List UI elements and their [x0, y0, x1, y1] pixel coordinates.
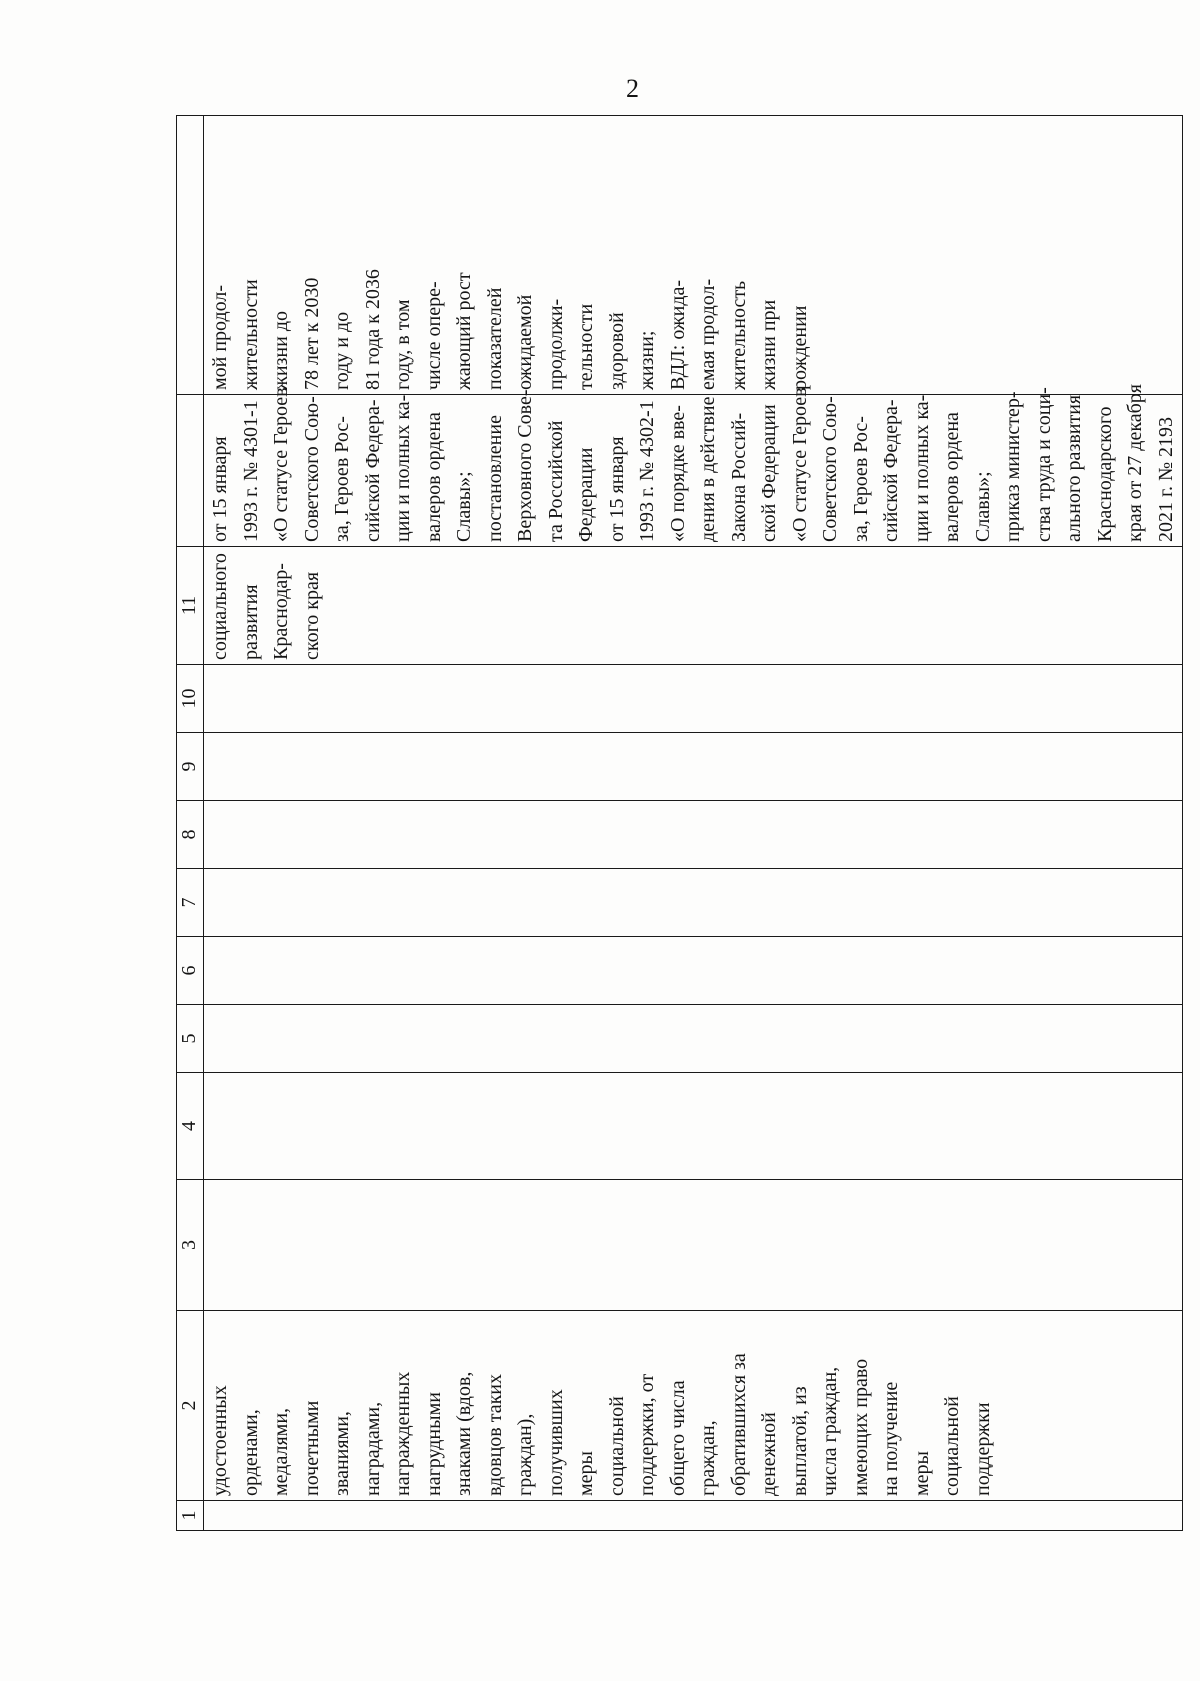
cell-line: ской Федерации [758, 404, 780, 542]
header-row [177, 116, 204, 1531]
cell-line: жительности [239, 279, 262, 390]
cell-col8 [204, 801, 1183, 869]
cell-line: от 15 января [605, 436, 628, 542]
cell-line: денежной [758, 1412, 780, 1496]
cell-line: края от 27 декабря [1124, 384, 1146, 542]
header-cell: 6 [177, 937, 204, 1005]
cell-line: ции и полных ка- [910, 394, 933, 542]
header-cell: 3 [177, 1180, 204, 1311]
cell-line: меры [910, 1451, 933, 1496]
cell-line: 2021 г. № 2193 [1154, 416, 1177, 542]
cell-line: орденами, [239, 1409, 262, 1496]
cell-line: ции и полных ка- [392, 394, 414, 542]
cell-line: году и до [331, 311, 353, 390]
cell-line: 81 года к 2036 [361, 269, 384, 390]
cell-col6 [204, 937, 1183, 1005]
header-cell: 9 [177, 733, 204, 801]
cell-line: тельности [575, 303, 597, 390]
cell-line: «О статусе Героев [788, 387, 811, 542]
cell-line: постановление [483, 415, 506, 542]
cell-line: 78 лет к 2030 [300, 277, 323, 390]
header-cell: 7 [177, 869, 204, 937]
cell-line: «О порядке вве- [666, 405, 689, 542]
rotated-table-container [176, 116, 1177, 1531]
cell-col12 [204, 384, 1183, 547]
header-cell [177, 116, 204, 395]
cell-line: знаками (вдов, [453, 1371, 475, 1496]
cell-line: жизни до [270, 310, 292, 390]
cell-col1 [204, 1501, 1183, 1531]
cell-line: здоровой [605, 312, 628, 390]
cell-line: показателей [483, 287, 506, 390]
cell-line: граждан), [514, 1413, 536, 1496]
cell-line: Славы»; [453, 471, 475, 542]
cell-line: сийской Федера- [361, 399, 384, 542]
cell-line: обратившихся за [727, 1353, 750, 1496]
header-cell: 1 [177, 1501, 204, 1531]
cell-col9 [204, 733, 1183, 801]
cell-line: жизни; [636, 330, 658, 390]
cell-line: 1993 г. № 4302-1 [636, 400, 658, 542]
cell-line: медалями, [270, 1407, 292, 1496]
cell-line: Советского Сою- [819, 396, 841, 542]
cell-line: емая продол- [697, 278, 719, 390]
header-cell: 4 [177, 1073, 204, 1180]
cell-line: валеров ордена [422, 412, 445, 542]
data-table [176, 115, 1183, 1531]
cell-line: поддержки, от [636, 1373, 658, 1496]
cell-line: Славы»; [971, 471, 994, 542]
cell-col3 [204, 1180, 1183, 1311]
cell-line: числа граждан, [819, 1366, 841, 1496]
page-number: 2 [626, 74, 639, 103]
cell-col5 [204, 1005, 1183, 1073]
cell-line: награжденных [392, 1371, 414, 1496]
cell-line: получивших [544, 1389, 567, 1496]
cell-line: за, Героев Рос- [849, 416, 872, 542]
cell-line: почетными [300, 1400, 323, 1496]
cell-col7 [204, 869, 1183, 937]
cell-line: сийской Федера- [880, 399, 902, 542]
cell-line: Краснодар- [270, 563, 292, 660]
cell-line: мой продол- [209, 284, 231, 390]
cell-line: приказ министер- [1002, 391, 1024, 542]
cell-line: за, Героев Рос- [331, 416, 353, 542]
header-cell: 2 [177, 1311, 204, 1501]
cell-line: ожидаемой [514, 294, 536, 390]
cell-col10 [204, 665, 1183, 733]
cell-line: ВДЛ: ожида- [666, 279, 689, 390]
header-cell: 5 [177, 1005, 204, 1073]
cell-line: званиями, [331, 1411, 353, 1496]
header-cell [177, 395, 204, 547]
cell-line: Закона Россий- [727, 412, 750, 542]
cell-line: имеющих право [849, 1358, 872, 1496]
cell-line: ства труда и соци- [1032, 387, 1055, 542]
cell-col4 [204, 1073, 1183, 1180]
cell-line: граждан, [697, 1420, 719, 1496]
cell-line: поддержки [971, 1402, 994, 1496]
cell-line: 1993 г. № 4301-1 [239, 400, 262, 542]
cell-line: нагрудными [422, 1392, 445, 1496]
cell-line: от 15 января [209, 436, 231, 542]
cell-line: году, в том [392, 299, 414, 390]
cell-col13 [204, 116, 1183, 395]
cell-line: Федерации [575, 447, 597, 542]
table-row [204, 116, 1183, 1531]
header-cell: 10 [177, 665, 204, 733]
cell-line: общего числа [666, 1380, 689, 1496]
cell-line: ского края [300, 571, 323, 660]
cell-line: наградами, [361, 1401, 384, 1496]
cell-line: продолжи- [544, 298, 567, 390]
header-cell: 11 [177, 547, 204, 665]
cell-line: на получение [880, 1381, 902, 1496]
cell-line: валеров ордена [941, 412, 963, 542]
cell-line: дения в действие [697, 396, 719, 542]
cell-line: рождении [788, 305, 811, 390]
cell-line: вдовцов таких [483, 1374, 506, 1496]
cell-line: меры [575, 1451, 597, 1496]
cell-line: жающий рост [453, 272, 475, 390]
cell-line: та Российской [544, 420, 567, 542]
cell-line: «О статусе Героев [270, 387, 292, 542]
cell-line: Краснодарского [1093, 406, 1116, 542]
cell-line: ального развития [1063, 394, 1085, 542]
cell-col11 [204, 547, 1183, 665]
cell-line: социальной [941, 1396, 963, 1496]
cell-line: Верховного Сове- [514, 389, 536, 542]
cell-line: социальной [605, 1396, 628, 1496]
cell-line: числе опере- [422, 281, 445, 390]
cell-line: развития [239, 584, 262, 660]
cell-line: выплатой, из [788, 1386, 811, 1496]
cell-line: социального [209, 553, 231, 660]
cell-col2 [204, 1311, 1183, 1501]
header-cell: 8 [177, 801, 204, 869]
cell-line: жизни при [758, 299, 780, 390]
cell-line: Советского Сою- [300, 396, 323, 542]
cell-line: удостоенных [209, 1385, 231, 1496]
cell-line: жительность [727, 280, 750, 390]
